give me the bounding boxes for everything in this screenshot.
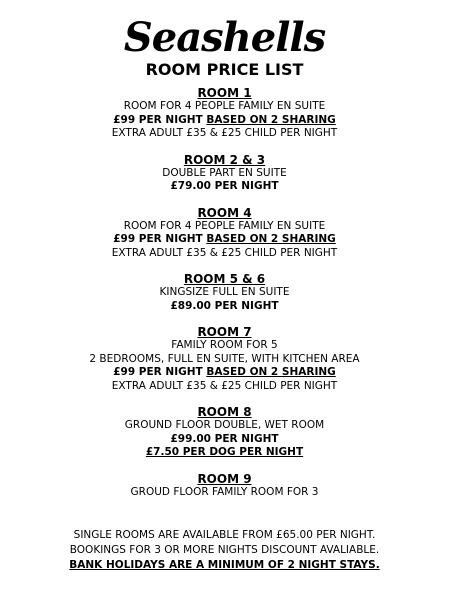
room-7-block <box>0 325 449 393</box>
room-price-line <box>0 366 449 380</box>
room-price-line <box>0 114 449 128</box>
room-description: GROUND FLOOR DOUBLE, WET ROOM <box>124 419 325 431</box>
room-description: DOUBLE PART EN SUITE <box>162 166 287 179</box>
room-description: FAMILY ROOM FOR 5 <box>171 339 278 351</box>
room-5-6-block <box>0 272 449 313</box>
room-description: KINGSIZE FULL EN SUITE <box>159 286 290 298</box>
room-8-block <box>0 405 449 460</box>
room-extra-charges: EXTRA ADULT £35 & £25 CHILD PER NIGHT <box>111 379 338 392</box>
room-price: £99 PER NIGHT <box>113 366 203 378</box>
room-title: ROOM 7 <box>197 325 252 339</box>
room-price-basis: BASED ON 2 SHARING <box>206 113 336 126</box>
room-description: ROOM FOR 4 PEOPLE FAMILY EN SUITE <box>123 100 326 112</box>
room-title: ROOM 2 & 3 <box>183 152 266 167</box>
room-9-block <box>0 472 449 500</box>
room-price: £99 PER NIGHT <box>113 113 203 126</box>
room-list <box>0 86 449 511</box>
room-price: £99 PER NIGHT <box>113 233 203 245</box>
room-description: GROUD FLOOR FAMILY ROOM FOR 3 <box>130 485 319 498</box>
room-price: £89.00 PER NIGHT <box>170 299 279 312</box>
room-title: ROOM 1 <box>197 86 252 100</box>
room-price-line <box>0 233 449 247</box>
room-price-basis: BASED ON 2 SHARING <box>206 233 336 245</box>
room-title: ROOM 8 <box>197 405 252 419</box>
footer-notes <box>0 528 449 573</box>
single-rooms-note: SINGLE ROOMS ARE AVAILABLE FROM £65.00 PER NIGHT. <box>73 529 376 541</box>
brand-logo-text: Seashells <box>123 14 326 61</box>
room-2-3-block <box>0 153 449 194</box>
room-4-block <box>0 206 449 261</box>
room-1-block <box>0 86 449 141</box>
room-description: ROOM FOR 4 PEOPLE FAMILY EN SUITE <box>123 219 326 232</box>
room-extra-charges: EXTRA ADULT £35 & £25 CHILD PER NIGHT <box>111 127 338 139</box>
dog-charge: £7.50 PER DOG PER NIGHT <box>145 446 304 458</box>
discount-note: BOOKINGS FOR 3 OR MORE NIGHTS DISCOUNT AVALIABLE. <box>69 544 380 556</box>
bank-holiday-note: BANK HOLIDAYS ARE A MINIMUM OF 2 NIGHT STAYS. <box>69 559 380 571</box>
room-price: £99.00 PER NIGHT <box>170 432 279 445</box>
room-title: ROOM 5 & 6 <box>183 272 266 286</box>
room-price-basis: BASED ON 2 SHARING <box>206 366 336 378</box>
room-title: ROOM 9 <box>197 471 252 486</box>
room-extra-charges: EXTRA ADULT £35 & £25 CHILD PER NIGHT <box>111 246 338 259</box>
room-title: ROOM 4 <box>197 205 252 220</box>
room-price: £79.00 PER NIGHT <box>170 180 279 192</box>
room-description-detail: 2 BEDROOMS, FULL EN SUITE, WITH KITCHEN AREA <box>89 352 360 365</box>
page-subtitle: ROOM PRICE LIST <box>145 60 304 79</box>
